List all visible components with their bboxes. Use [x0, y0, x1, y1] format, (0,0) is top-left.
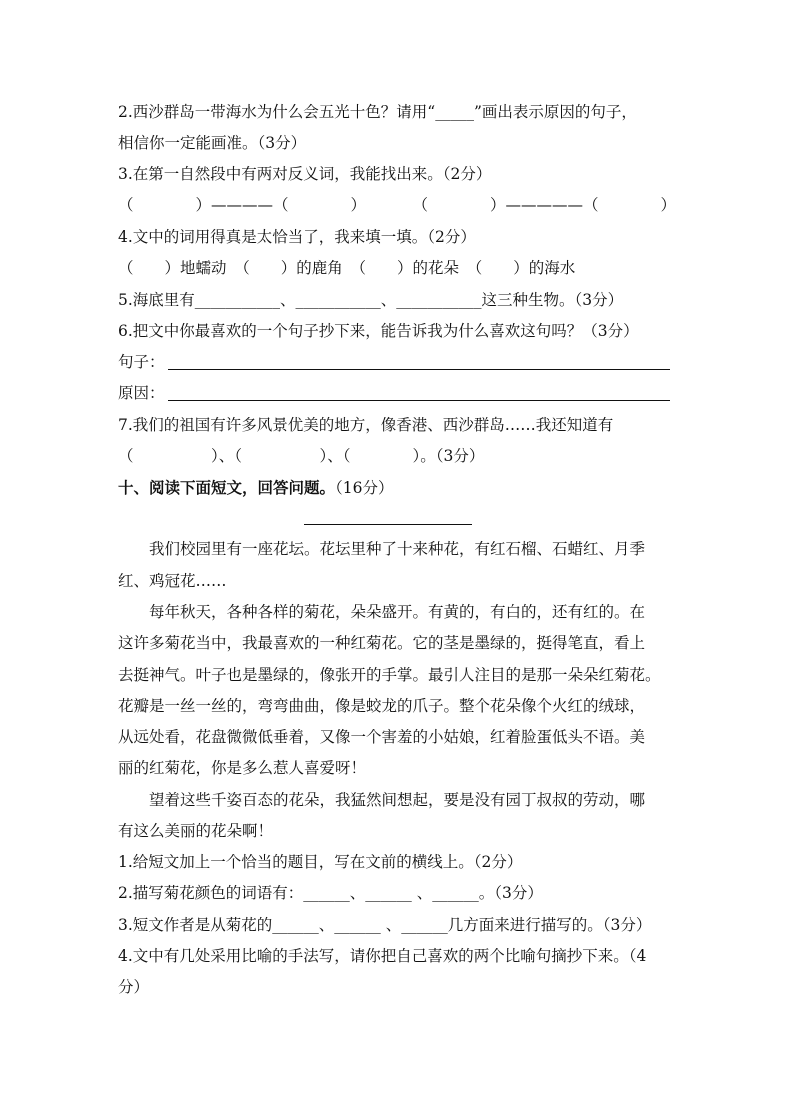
- q7-line1: 7.我们的祖国有许多风景优美的地方，像香港、西沙群岛……我还知道有: [118, 416, 614, 434]
- passage-p1-line1: 我们校园里有一座花坛。花坛里种了十来种花，有红石榴、石蜡红、月季: [118, 540, 646, 558]
- q6-reason-label: 原因：: [118, 384, 165, 402]
- passage-p2-line2: 这许多菊花当中，我最喜欢的一种红菊花。它的茎是墨绿的，挺得笔直，看上: [118, 634, 646, 652]
- sub-question-2: 2.描写菊花颜色的词语有：______、______ 、______。（3分）: [118, 884, 543, 902]
- passage-p2-line4: 花瓣是一丝一丝的，弯弯曲曲，像是蛟龙的爪子。整个花朵像个火红的绒球，: [118, 697, 646, 715]
- sub-question-1: 1.给短文加上一个恰当的题目，写在文前的横线上。（2分）: [118, 853, 523, 871]
- sub-question-4-line2: 分）: [118, 978, 150, 996]
- q6-text: 6.把文中你最喜欢的一个句子抄下来，能告诉我为什么喜欢这句吗？（3分）: [118, 322, 639, 340]
- passage-p2-line6: 丽的红菊花，你是多么惹人喜爱呀！: [118, 759, 367, 777]
- passage-p2-line5: 从远处看，花盘微微低垂着，又像一个害羞的小姑娘，红着脸蛋低头不语。美: [118, 728, 646, 746]
- passage-p3-line2: 有这么美丽的花朵啊！: [118, 822, 274, 840]
- passage-p3-line1: 望着这些千姿百态的花朵，我猛然间想起，要是没有园丁叔叔的劳动，哪: [118, 791, 646, 809]
- q7-line2[interactable]: （ ）、（ ）、（ ）。（3分）: [118, 447, 485, 465]
- q6-reason-answer-line[interactable]: [168, 400, 670, 401]
- q4-text: 4.文中的词用得真是太恰当了，我来填一填。（2分）: [118, 228, 476, 246]
- q3-answer-blanks[interactable]: （ ）————（ ） （ ）—————（ ）: [118, 196, 677, 214]
- sub-question-3: 3.短文作者是从菊花的______、______ 、______几方面来进行描写的。（3分）: [118, 916, 652, 934]
- section-10-heading: [118, 478, 394, 498]
- passage-p2-line3: 去挺神气。叶子也是墨绿的，像张开的手掌。最引人注目的是那一朵朵红菊花。: [118, 666, 661, 684]
- q3-text: 3.在第一自然段中有两对反义词，我能找出来。（2分）: [118, 165, 492, 183]
- passage-p1-line2: 红、鸡冠花……: [118, 572, 227, 590]
- q6-sentence-label: 句子：: [118, 353, 165, 371]
- q5-text: 5.海底里有___________、___________、___________这三种生物。（3分）: [118, 291, 624, 309]
- q4-answer-blanks[interactable]: （ ）地蠕动 （ ）的鹿角 （ ）的花朵 （ ）的海水: [118, 259, 576, 277]
- passage-p2-line1: 每年秋天，各种各样的菊花，朵朵盛开。有黄的，有白的，还有红的。在: [118, 603, 646, 621]
- q2-line1: 2.西沙群岛一带海水为什么会五光十色？请用“_____”画出表示原因的句子，: [118, 103, 637, 121]
- q2-line2: 相信你一定能画准。（3分）: [118, 134, 307, 152]
- passage-title-blank[interactable]: [304, 524, 472, 525]
- sub-question-4-line1: 4.文中有几处采用比喻的手法写，请你把自己喜欢的两个比喻句摘抄下来。（4: [118, 947, 647, 965]
- section-10-title: 十、阅读下面短文，回答问题。: [118, 478, 336, 497]
- section-10-score: （16分）: [335, 479, 394, 497]
- q6-sentence-answer-line[interactable]: [168, 369, 670, 370]
